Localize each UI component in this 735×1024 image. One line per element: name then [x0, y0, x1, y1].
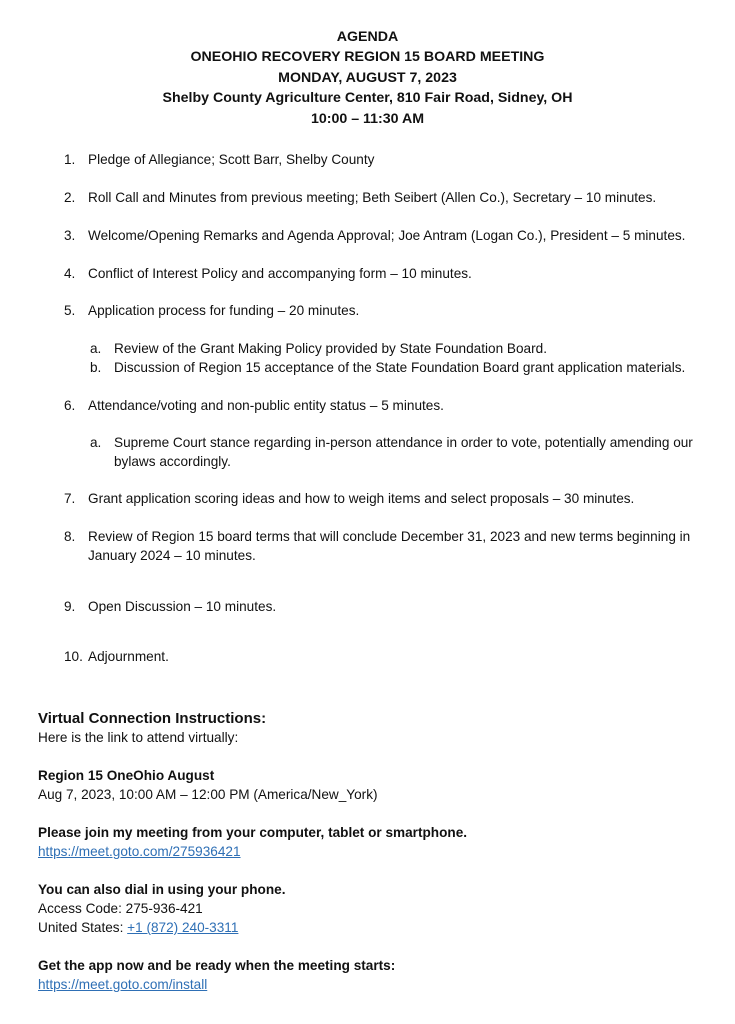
agenda-item-5: [64, 301, 716, 320]
agenda-item-3: [64, 226, 716, 245]
item-text: Open Discussion – 10 minutes.: [88, 599, 277, 614]
agenda-item-4: [64, 264, 716, 283]
item-number: 5.: [64, 303, 76, 318]
item-number: 3.: [64, 228, 76, 243]
item-text: Attendance/voting and non-public entity status – 5 minutes.: [88, 398, 444, 413]
app-heading: Get the app now and be ready when the meeting starts:: [38, 958, 396, 973]
subitem-letter: a.: [90, 341, 102, 356]
meeting-name: Region 15 OneOhio August: [38, 768, 215, 783]
item-number: 7.: [64, 491, 76, 506]
join-heading: Please join my meeting from your computer, tablet or smartphone.: [38, 825, 468, 840]
header-date: MONDAY, AUGUST 7, 2023: [278, 69, 457, 86]
agenda-item-6: [64, 396, 716, 415]
agenda-subitem-6a: [90, 433, 704, 471]
item-text: Pledge of Allegiance; Scott Barr, Shelby County: [88, 152, 375, 167]
item-text: Roll Call and Minutes from previous meeting; Beth Seibert (Allen Co.), Secretary – 10 minutes.: [88, 190, 657, 205]
item-number: 2.: [64, 190, 76, 205]
item-number: 10.: [64, 649, 83, 664]
subitem-text: Review of the Grant Making Policy provided by State Foundation Board.: [114, 341, 547, 356]
subitem-letter: a.: [90, 435, 102, 450]
virtual-intro: Here is the link to attend virtually:: [38, 730, 239, 745]
header-meeting-name: ONEOHIO RECOVERY REGION 15 BOARD MEETING: [190, 49, 545, 66]
us-phone-label: United States:: [38, 920, 128, 935]
join-meeting-link[interactable]: https://meet.goto.com/275936421: [38, 844, 241, 859]
item-text: Grant application scoring ideas and how to weigh items and select proposals – 30 minutes.: [88, 491, 635, 506]
agenda-item-7: [64, 489, 716, 508]
agenda-item-8: [64, 527, 716, 565]
agenda-subitem-5b: [90, 358, 714, 377]
meeting-time: Aug 7, 2023, 10:00 AM – 12:00 PM (America/New_York): [38, 787, 378, 802]
install-app-link[interactable]: https://meet.goto.com/install: [38, 977, 208, 992]
agenda-item-10: [64, 647, 716, 666]
item-number: 6.: [64, 398, 76, 413]
dial-heading: You can also dial in using your phone.: [38, 882, 286, 897]
item-text: Application process for funding – 20 minutes.: [88, 303, 360, 318]
agenda-subitem-5a: [90, 339, 714, 358]
item-number: 8.: [64, 529, 76, 544]
header-agenda-title: AGENDA: [336, 29, 399, 45]
item-text: Welcome/Opening Remarks and Agenda Approval; Joe Antram (Logan Co.), President – 5 minutes.: [88, 228, 686, 243]
agenda-item-1: [64, 150, 716, 169]
item-number: 9.: [64, 599, 76, 614]
agenda-item-2: [64, 188, 716, 207]
subitem-letter: b.: [90, 360, 102, 375]
item-text: Review of Region 15 board terms that will conclude December 31, 2023 and new terms beginning in January 2024 – 10 minutes.: [88, 529, 691, 563]
item-number: 4.: [64, 266, 76, 281]
subitem-text: Supreme Court stance regarding in-person attendance in order to vote, potentially amending our bylaws accordingly.: [114, 435, 693, 469]
agenda-item-9: [64, 597, 716, 616]
item-number: 1.: [64, 152, 76, 167]
access-code: Access Code: 275-936-421: [38, 901, 203, 916]
us-phone-line: [38, 918, 467, 937]
agenda-header: [0, 27, 735, 129]
virtual-instructions: [38, 709, 467, 994]
header-location: Shelby County Agriculture Center, 810 Fair Road, Sidney, OH: [162, 90, 573, 107]
item-text: Conflict of Interest Policy and accompanying form – 10 minutes.: [88, 266, 472, 281]
us-phone-link[interactable]: +1 (872) 240-3311: [127, 920, 239, 935]
item-text: Adjournment.: [88, 649, 169, 664]
header-time: 10:00 – 11:30 AM: [310, 110, 425, 127]
subitem-text: Discussion of Region 15 acceptance of the State Foundation Board grant application materials.: [114, 360, 686, 375]
virtual-title: Virtual Connection Instructions:: [38, 710, 267, 727]
